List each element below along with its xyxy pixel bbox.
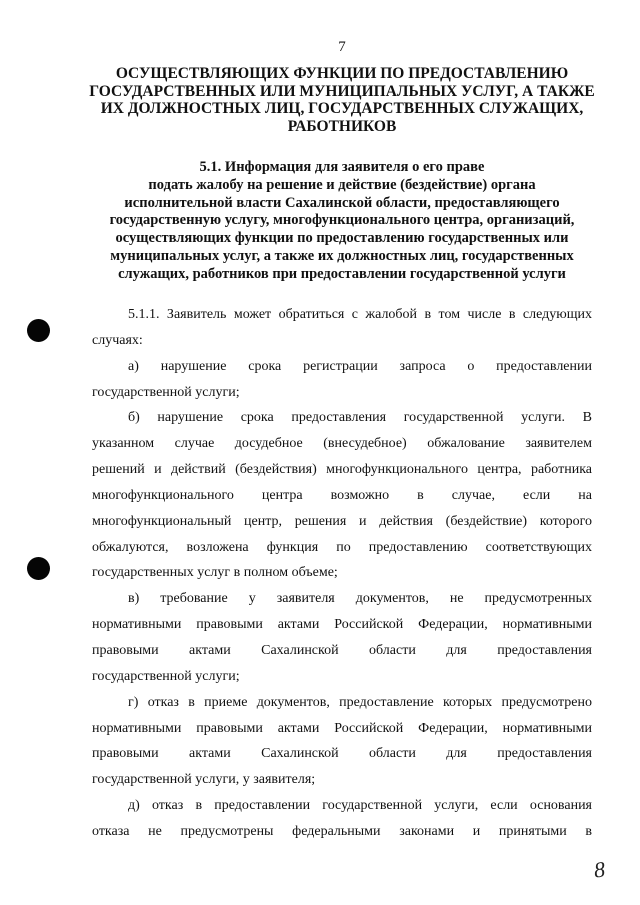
body-line: государственной услуги, у заявителя;	[92, 772, 316, 788]
body-line: указанном случае досудебное (внесудебное) обжалование заявителем	[92, 436, 592, 452]
body-line: отказа не предусмотрены федеральными законами и принятыми в	[92, 823, 592, 839]
section-heading-line: 5.1. Информация для заявителя о его праве	[199, 159, 485, 175]
punch-hole	[27, 319, 50, 342]
section-heading-line: служащих, работников при предоставлении государственной услуги	[118, 265, 566, 282]
body-line: правовыми актами Сахалинской области для предоставления	[92, 642, 592, 658]
title-line: ИХ ДОЛЖНОСТНЫХ ЛИЦ, ГОСУДАРСТВЕННЫХ СЛУЖАЩИХ,	[100, 100, 584, 118]
paragraph-item-v	[92, 586, 592, 689]
paragraph-item-d	[92, 793, 592, 845]
body-line: правовыми актами Сахалинской области для предоставления	[92, 746, 592, 762]
title-line: ОСУЩЕСТВЛЯЮЩИХ ФУНКЦИИ ПО ПРЕДОСТАВЛЕНИЮ	[115, 65, 569, 82]
paragraph-5-1-1	[92, 302, 592, 354]
body-line: г) отказ в приеме документов, предоставление которых предусмотрено	[128, 694, 592, 710]
section-heading-line: государственную услугу, многофункционального центра, организаций,	[109, 212, 575, 229]
section-heading-line: муниципальных услуг, а также их должностных лиц, государственных	[110, 247, 574, 264]
title-line: РАБОТНИКОВ	[287, 118, 397, 136]
body-line: государственной услуги;	[92, 384, 240, 400]
section-heading	[52, 159, 632, 284]
body-line: государственной услуги;	[92, 668, 240, 684]
punch-hole	[27, 557, 50, 580]
body-line: нормативными правовыми актами Российской Федерации, нормативными	[92, 617, 592, 633]
page-number: 7	[338, 39, 346, 55]
body-text	[92, 302, 592, 845]
body-line: решений и действий (бездействия) многофункционального центра, работника	[92, 462, 592, 478]
body-line: случаях:	[92, 332, 143, 348]
body-line: б) нарушение срока предоставления государственной услуги. В	[128, 410, 592, 426]
body-line: нормативными правовыми актами Российской Федерации, нормативными	[92, 720, 592, 736]
body-line: а) нарушение срока регистрации запроса о предоставлении	[128, 358, 592, 374]
handwritten-page-number: 8	[592, 856, 607, 883]
paragraph-item-b	[92, 405, 592, 586]
body-line: д) отказ в предоставлении государственной услуги, если основания	[128, 798, 592, 814]
section-heading-line: исполнительной власти Сахалинской области, предоставляющего	[124, 194, 560, 211]
body-line: государственных услуг в полном объеме;	[92, 565, 338, 581]
body-line: многофункционального центра возможно в случае, если на	[92, 487, 592, 503]
paragraph-item-g	[92, 690, 592, 793]
body-line: многофункциональный центр, решения и действия (бездействие) которого	[92, 513, 592, 529]
paragraph-item-a	[92, 354, 592, 406]
body-line: 5.1.1. Заявитель может обратиться с жалобой в том числе в следующих	[128, 307, 592, 322]
body-line: обжалуются, возложена функция по предоставлению соответствующих	[92, 539, 592, 555]
chapter-title	[62, 65, 622, 136]
body-line: в) требование у заявителя документов, не предусмотренных	[128, 591, 592, 607]
section-heading-line: подать жалобу на решение и действие (бездействие) органа	[148, 176, 536, 193]
section-heading-line: осуществляющих функции по предоставлению государственных или	[115, 230, 569, 247]
title-line: ГОСУДАРСТВЕННЫХ ИЛИ МУНИЦИПАЛЬНЫХ УСЛУГ, А ТАКЖЕ	[89, 82, 595, 100]
